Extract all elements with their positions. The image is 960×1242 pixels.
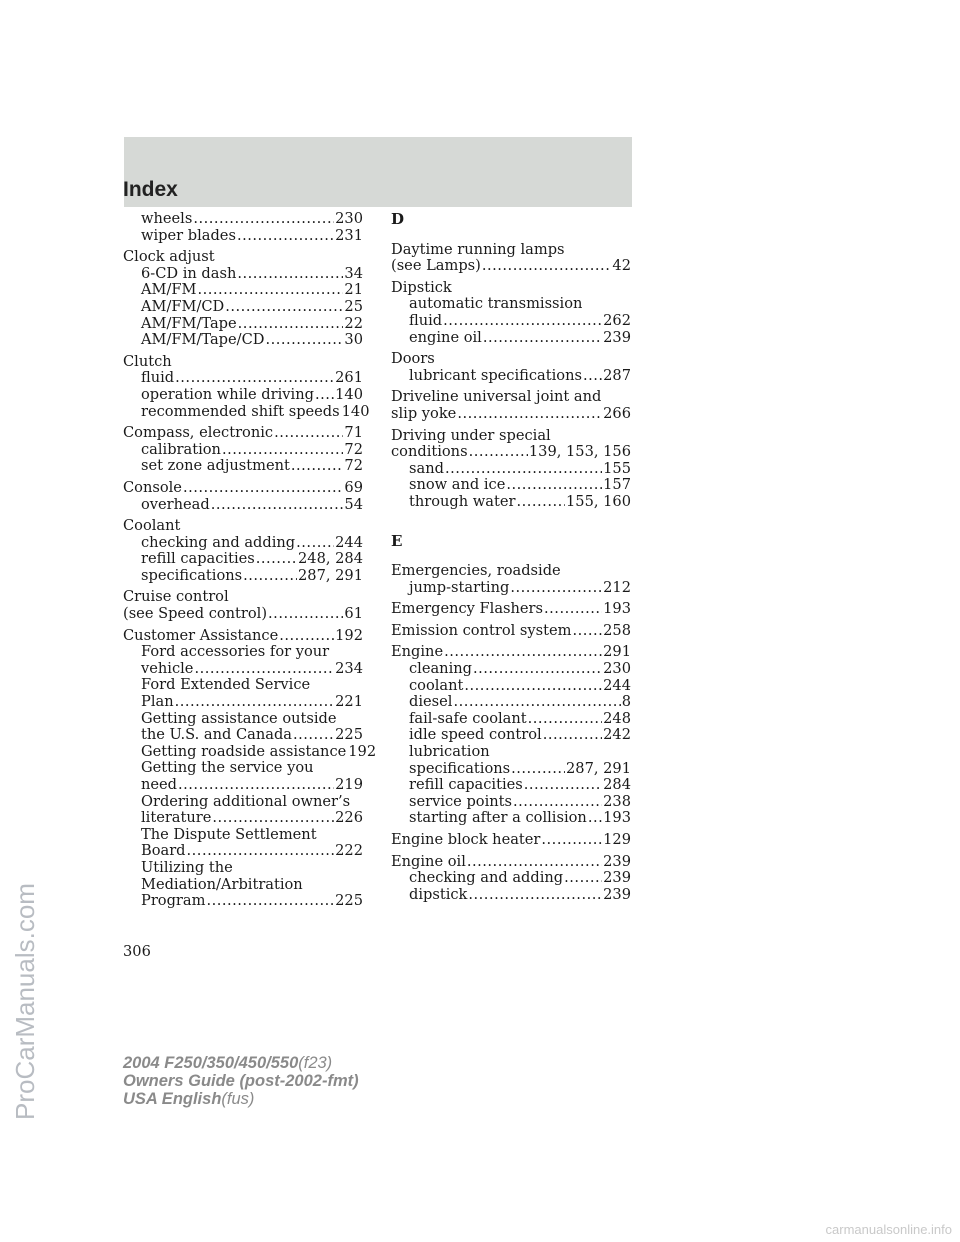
- entry-text: snow and ice: [409, 476, 506, 494]
- entry-text: refill capacities: [141, 550, 255, 568]
- index-entry: [391, 832, 631, 849]
- entry-text: overhead: [141, 495, 210, 513]
- dot-leader: [238, 316, 344, 333]
- entry-text: checking and adding: [409, 869, 564, 887]
- entry-text: Program: [141, 892, 206, 910]
- entry-text: recommended shift speeds: [141, 402, 340, 420]
- dot-leader: [483, 330, 602, 347]
- entry-page: 248, 284: [298, 550, 363, 568]
- dot-leader: [469, 444, 528, 461]
- index-entry: [123, 810, 363, 827]
- index-entry: [123, 742, 377, 761]
- dot-leader: [544, 601, 602, 618]
- entry-text: wiper blades: [141, 226, 236, 244]
- index-entry: [123, 843, 363, 860]
- index-heading: automatic transmission: [409, 295, 583, 313]
- entry-text: jump-starting: [409, 578, 510, 596]
- dot-leader: [513, 794, 602, 811]
- entry-text: need: [141, 776, 178, 793]
- index-entry: [391, 644, 631, 661]
- index-entry: [391, 870, 631, 887]
- entry-text: 6-CD in dash: [141, 264, 237, 282]
- index-column-left: [123, 210, 377, 910]
- entry-page: 244: [603, 676, 631, 694]
- entry-page: 287, 291: [298, 566, 363, 584]
- entry-text: Engine block heater: [391, 831, 541, 848]
- index-entry: [123, 370, 363, 387]
- entry-page: 21: [344, 281, 363, 299]
- entry-page: 284: [603, 776, 631, 794]
- dot-leader: [211, 497, 344, 514]
- entry-page: 71: [344, 424, 363, 442]
- entry-page: 226: [335, 809, 363, 827]
- entry-text: through water: [409, 492, 516, 510]
- entry-page: 193: [603, 600, 631, 618]
- index-heading: Clock adjust: [123, 248, 215, 266]
- index-entry: [391, 601, 631, 618]
- entry-text: (see Lamps): [391, 257, 481, 275]
- entry-page: 239: [603, 885, 631, 903]
- dot-leader: [268, 606, 343, 623]
- entry-page: 140: [341, 402, 370, 420]
- entry-text: Customer Assistance: [123, 626, 279, 644]
- dot-leader: [256, 551, 297, 568]
- entry-text: literature: [141, 809, 212, 827]
- entry-page: 234: [335, 659, 363, 677]
- index-column-right: [391, 211, 631, 903]
- entry-text: diesel: [409, 693, 453, 711]
- entry-page: 242: [603, 726, 631, 744]
- entry-text: fail-safe coolant: [409, 709, 527, 727]
- entry-text: Plan: [141, 693, 174, 711]
- entry-page: 8: [621, 693, 631, 711]
- entry-page: 61: [344, 605, 363, 623]
- entry-page: 72: [344, 457, 363, 475]
- index-heading: The Dispute Settlement: [141, 825, 317, 843]
- dot-leader: [279, 628, 334, 645]
- index-entry: [391, 694, 631, 711]
- index-entry: [123, 893, 363, 910]
- entry-text: cleaning: [409, 660, 472, 678]
- dot-leader: [464, 678, 602, 695]
- dot-leader: [443, 313, 602, 330]
- entry-page: 225: [335, 726, 363, 744]
- entry-text: operation while driving: [141, 385, 314, 403]
- dot-leader: [265, 332, 343, 349]
- index-heading: Clutch: [123, 352, 172, 370]
- dot-leader: [457, 406, 602, 423]
- index-entry: [123, 425, 363, 442]
- footer-line-model: 2004 F250/350/450/550(f23): [123, 1054, 333, 1072]
- page-title: Index: [123, 178, 178, 201]
- index-entry: [123, 727, 363, 744]
- dot-leader: [516, 494, 565, 511]
- section-letter: E: [391, 531, 403, 550]
- entry-page: 266: [603, 404, 631, 422]
- index-entry: [391, 368, 631, 385]
- index-heading: Ordering additional owner’s: [141, 792, 351, 810]
- dot-leader: [588, 810, 602, 827]
- entry-page: 291: [603, 643, 631, 661]
- entry-text: idle speed control: [409, 726, 542, 744]
- index-entry: [391, 477, 631, 494]
- index-entry: [391, 406, 631, 423]
- entry-text: vehicle: [141, 659, 194, 677]
- dot-leader: [178, 777, 334, 794]
- index-entry: [391, 810, 631, 827]
- dot-leader: [528, 711, 603, 728]
- section-letter: D: [391, 210, 405, 228]
- entry-text: AM/FM: [141, 281, 197, 299]
- entry-text: Emergency Flashers: [391, 600, 544, 618]
- entry-text: Engine oil: [391, 852, 466, 870]
- dot-leader: [467, 854, 602, 871]
- index-entry: [391, 330, 631, 347]
- index-entry: [391, 258, 631, 275]
- footer-line-title: Owners Guide (post-2002-fmt): [123, 1072, 359, 1090]
- index-entry: [123, 402, 370, 421]
- entry-text: fluid: [409, 311, 443, 329]
- entry-text: Compass, electronic: [123, 424, 274, 442]
- index-entry: [391, 313, 631, 330]
- entry-text: Board: [141, 842, 186, 860]
- index-entry: [123, 266, 363, 283]
- index-entry: [391, 761, 631, 778]
- dot-leader: [222, 442, 343, 459]
- index-heading: Mediation/Arbitration: [141, 875, 303, 893]
- dot-leader: [506, 477, 602, 494]
- entry-page: 239: [603, 328, 631, 346]
- index-heading: Cruise control: [123, 588, 229, 606]
- dot-leader: [291, 458, 344, 475]
- dot-leader: [193, 211, 334, 228]
- entry-text: service points: [409, 792, 513, 810]
- dot-leader: [511, 761, 565, 778]
- dot-leader: [296, 535, 334, 552]
- index-entry: [391, 777, 631, 794]
- entry-text: refill capacities: [409, 776, 523, 794]
- index-entry: [123, 568, 363, 585]
- dot-leader: [453, 694, 620, 711]
- entry-page: 22: [344, 314, 363, 332]
- index-heading: Driving under special: [391, 426, 551, 444]
- entry-text: AM/FM/Tape: [141, 314, 237, 332]
- entry-page: 192: [335, 626, 363, 644]
- dot-leader: [315, 387, 334, 404]
- dot-leader: [183, 480, 343, 497]
- dot-leader: [445, 461, 602, 478]
- index-heading: Doors: [391, 350, 435, 368]
- dot-leader: [564, 870, 602, 887]
- entry-page: 238: [603, 792, 631, 810]
- dot-leader: [468, 887, 602, 904]
- entry-text: Emission control system: [391, 621, 572, 639]
- index-entry: [123, 211, 363, 228]
- index-entry: [391, 678, 631, 695]
- dot-leader: [197, 282, 343, 299]
- entry-text: the U.S. and Canada: [141, 726, 292, 744]
- entry-page: 258: [603, 621, 631, 639]
- dot-leader: [212, 810, 334, 827]
- entry-text: set zone adjustment: [141, 457, 290, 475]
- index-entry: [123, 332, 363, 349]
- entry-page: 261: [335, 369, 363, 387]
- index-heading: Emergencies, roadside: [391, 562, 561, 580]
- index-heading: Driveline universal joint and: [391, 388, 602, 406]
- header-band: [124, 137, 632, 207]
- index-entry: [391, 494, 631, 511]
- dot-leader: [541, 832, 602, 849]
- entry-page: 54: [344, 495, 363, 513]
- index-entry: [123, 551, 363, 568]
- document-footer: [123, 1054, 359, 1108]
- entry-text: lubricant specifications: [409, 366, 582, 384]
- entry-text: calibration: [141, 440, 221, 458]
- entry-page: 219: [335, 776, 363, 793]
- entry-text: checking and adding: [141, 533, 296, 551]
- entry-page: 155: [603, 459, 631, 477]
- index-heading: Daytime running lamps: [391, 240, 565, 258]
- index-heading: Utilizing the: [141, 858, 233, 876]
- entry-text: wheels: [141, 210, 193, 227]
- entry-page: 69: [344, 478, 363, 496]
- entry-text: fluid: [141, 369, 175, 387]
- entry-text: slip yoke: [391, 404, 457, 422]
- index-heading: Coolant: [123, 517, 181, 535]
- dot-leader: [543, 727, 602, 744]
- index-entry: [123, 606, 363, 623]
- dot-leader: [175, 370, 334, 387]
- site-watermark: carmanualsonline.info: [825, 1222, 952, 1237]
- index-entry: [123, 497, 363, 514]
- dot-leader: [510, 580, 602, 597]
- entry-page: 221: [335, 693, 363, 711]
- index-entry: [123, 316, 363, 333]
- index-entry: [391, 711, 631, 728]
- dot-leader: [293, 727, 334, 744]
- index-entry: [391, 854, 631, 871]
- entry-page: 139, 153, 156: [528, 443, 631, 461]
- index-entry: [123, 282, 363, 299]
- index-heading: Getting the service you: [141, 759, 314, 777]
- index-entry: [123, 694, 363, 711]
- dot-leader: [482, 258, 612, 275]
- entry-page: 287, 291: [566, 759, 631, 777]
- entry-text: Getting roadside assistance: [141, 742, 347, 760]
- index-entry: [123, 661, 363, 678]
- dot-leader: [583, 368, 602, 385]
- entry-text: conditions: [391, 443, 468, 461]
- index-entry: [391, 444, 631, 461]
- index-entry: [123, 480, 363, 497]
- entry-text: Console: [123, 478, 182, 496]
- entry-page: 222: [335, 842, 363, 860]
- dot-leader: [187, 843, 335, 860]
- entry-page: 248: [603, 709, 631, 727]
- dot-leader: [274, 425, 343, 442]
- index-heading: Dipstick: [391, 278, 452, 296]
- dot-leader: [243, 568, 297, 585]
- index-entry: [391, 727, 631, 744]
- index-entry: [123, 387, 363, 404]
- entry-text: coolant: [409, 676, 464, 694]
- index-entry: [123, 299, 363, 316]
- index-entry: [391, 461, 631, 478]
- index-entry: [391, 580, 631, 597]
- index-entry: [123, 628, 363, 645]
- dot-leader: [206, 893, 334, 910]
- entry-page: 72: [344, 440, 363, 458]
- entry-text: AM/FM/Tape/CD: [141, 331, 265, 349]
- entry-page: 25: [344, 297, 363, 315]
- entry-page: 231: [335, 226, 363, 244]
- entry-page: 129: [603, 831, 631, 848]
- index-entry: [391, 794, 631, 811]
- entry-page: 193: [603, 809, 631, 827]
- footer-line-lang: USA English(fus): [123, 1090, 255, 1108]
- dot-leader: [225, 299, 343, 316]
- index-entry: [123, 228, 363, 245]
- dot-leader: [524, 777, 602, 794]
- index-entry: [123, 442, 363, 459]
- entry-page: 262: [603, 311, 631, 329]
- entry-page: 244: [335, 533, 363, 551]
- index-entry: [391, 887, 631, 904]
- entry-text: (see Speed control): [123, 605, 268, 623]
- entry-page: 239: [603, 852, 631, 870]
- entry-text: specifications: [141, 566, 243, 584]
- dot-leader: [473, 661, 602, 678]
- entry-page: 42: [612, 257, 631, 275]
- dot-leader: [194, 661, 334, 678]
- entry-page: 225: [335, 892, 363, 910]
- entry-text: specifications: [409, 759, 511, 777]
- dot-leader: [444, 644, 602, 661]
- entry-page: 140: [335, 385, 363, 403]
- entry-page: 192: [348, 742, 377, 760]
- entry-text: AM/FM/CD: [141, 297, 225, 315]
- dot-leader: [237, 266, 343, 283]
- index-entry: [391, 623, 631, 640]
- entry-text: sand: [409, 459, 444, 477]
- index-heading: Getting assistance outside: [141, 709, 337, 727]
- dot-leader: [572, 623, 602, 640]
- index-entry: [391, 661, 631, 678]
- index-entry: [123, 535, 363, 552]
- index-heading: lubrication: [409, 743, 490, 761]
- page-number: 306: [123, 943, 151, 960]
- entry-text: engine oil: [409, 328, 482, 346]
- entry-page: 155, 160: [566, 492, 631, 510]
- entry-text: dipstick: [409, 885, 468, 903]
- entry-page: 230: [603, 660, 631, 678]
- entry-text: Engine: [391, 643, 444, 661]
- entry-text: starting after a collision: [409, 809, 587, 827]
- entry-page: 212: [603, 578, 631, 596]
- dot-leader: [237, 228, 334, 245]
- dot-leader: [175, 694, 335, 711]
- entry-page: 30: [344, 331, 363, 349]
- entry-page: 34: [344, 264, 363, 282]
- index-heading: Ford Extended Service: [141, 676, 311, 694]
- entry-page: 230: [335, 210, 363, 227]
- index-entry: [123, 777, 363, 794]
- index-heading: Ford accessories for your: [141, 643, 330, 661]
- entry-page: 287: [603, 366, 631, 384]
- entry-page: 239: [603, 869, 631, 887]
- entry-page: 157: [603, 476, 631, 494]
- index-entry: [123, 458, 363, 475]
